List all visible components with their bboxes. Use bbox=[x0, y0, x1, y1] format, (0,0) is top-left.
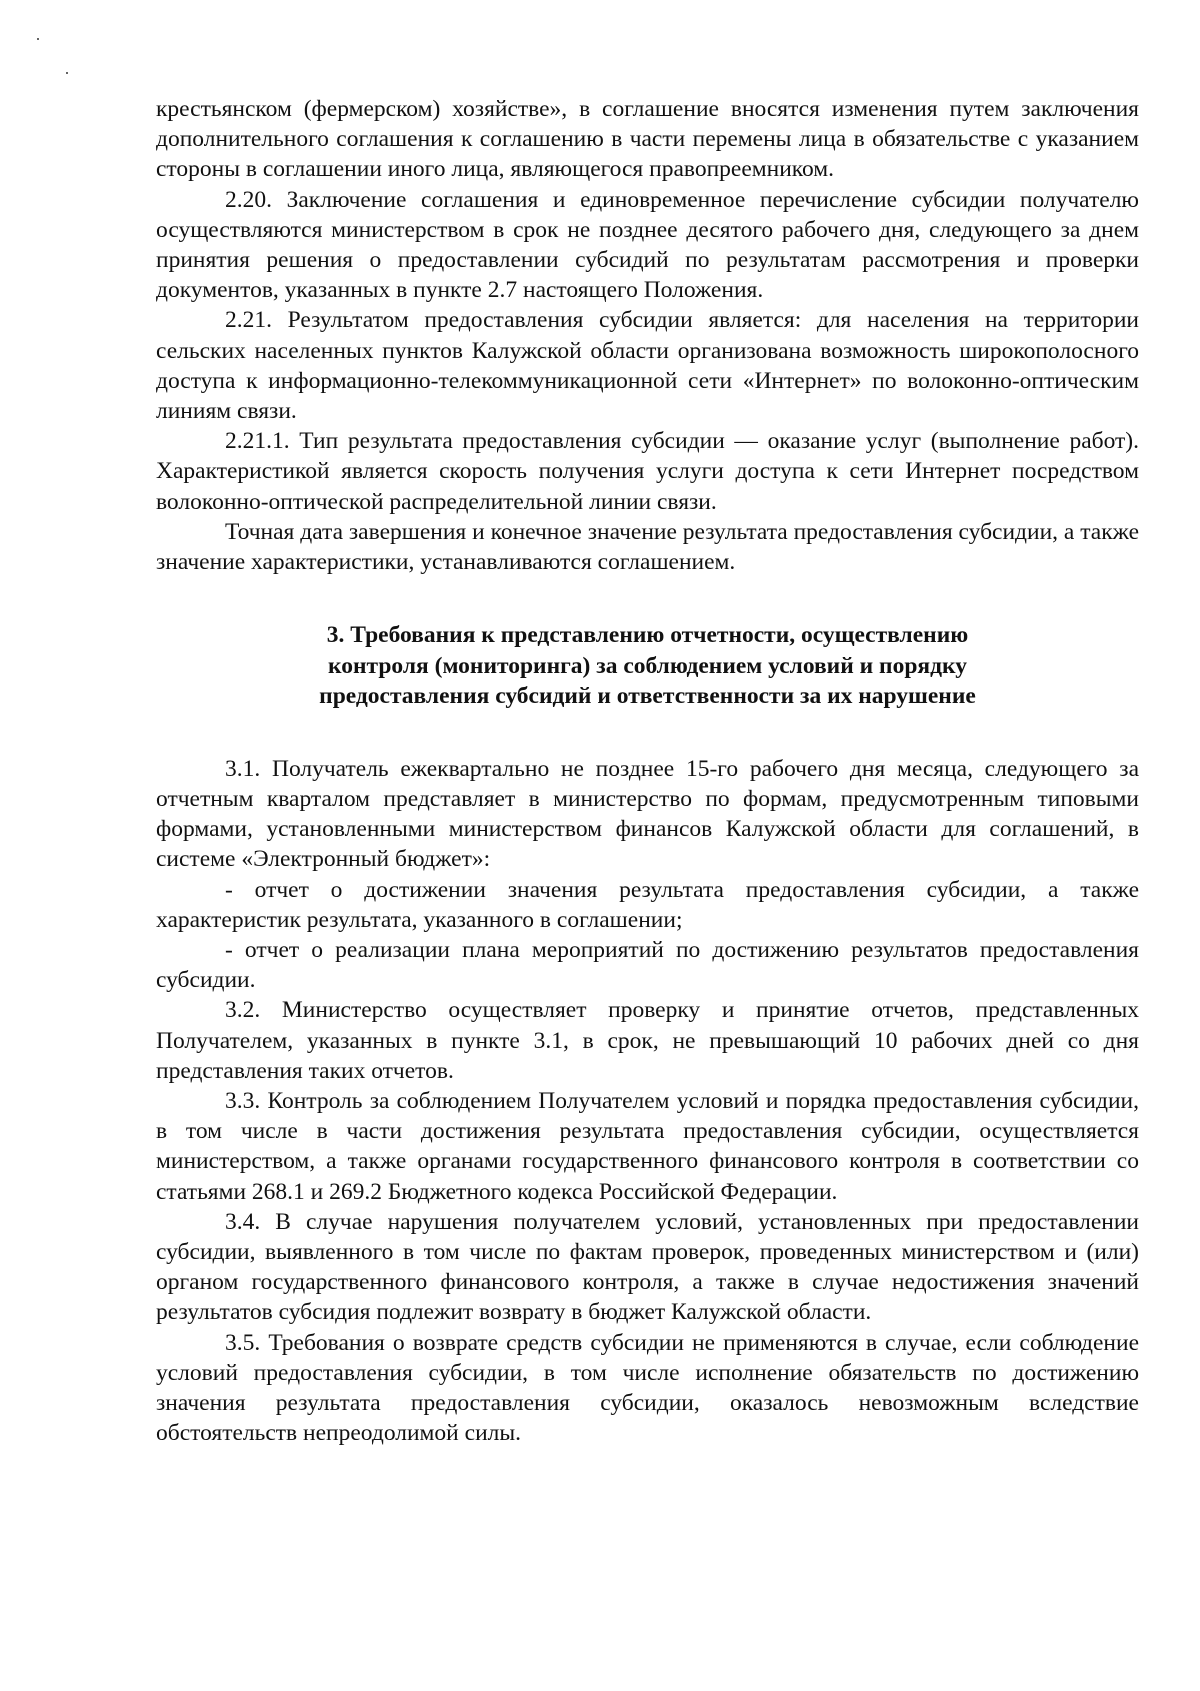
paragraph: 3.5. Требования о возврате средств субсидии не применяются в случае, если соблюдение условий предоставления субсидии, в том числе исполнение обязательств по достижению значения результата предоставления субсидии, оказалось невозможным вследствие обстоятельств непреодолимой силы. bbox=[156, 1329, 1139, 1447]
paragraph: 3.2. Министерство осуществляет проверку и принятие отчетов, представленных Получателем, указанных в пункте 3.1, в срок, не превышающий 10 рабочих дней со дня представления таких отчетов. bbox=[156, 997, 1139, 1084]
paragraph: - отчет о достижении значения результата предоставления субсидии, а также характеристик результата, указанного в соглашении; bbox=[156, 876, 1139, 933]
section-heading-line: 3. Требования к представлению отчетности, осуществлению bbox=[326, 622, 969, 649]
paragraph: Точная дата завершения и конечное значение результата предоставления субсидии, а также значение характеристики, устанавливаются соглашением. bbox=[156, 518, 1139, 576]
paragraph: 2.20. Заключение соглашения и единовременное перечисление субсидии получателю осуществляются министерством в срок не позднее десятого рабочего дня, следующего за днем принятия решения о предоставлении субсидий по результатам рассмотрения и проверки документов, указанных в пункте 2.7 настоящего Положения. bbox=[156, 186, 1139, 304]
paragraph: - отчет о реализации плана мероприятий по достижению результатов предоставления субсидии. bbox=[156, 936, 1139, 994]
section-heading bbox=[156, 620, 1139, 712]
section-heading-line: предоставления субсидий и ответственности за их нарушение bbox=[319, 683, 976, 710]
document-page bbox=[156, 94, 1139, 1448]
paragraphs-before bbox=[156, 94, 1139, 577]
paragraph: 2.21. Результатом предоставления субсидии является: для населения на территории сельских населенных пунктов Калужской области организована возможность широкополосного доступа к информационно-телекоммуникационной сети «Интернет» по волоконно-оптическим линиям связи. bbox=[156, 307, 1139, 425]
section-heading-line: контроля (мониторинга) за соблюдением условий и порядку bbox=[328, 652, 967, 679]
scan-speck bbox=[37, 38, 39, 40]
paragraph: 3.4. В случае нарушения получателем условий, установленных при предоставлении субсидии, выявленного в том числе по фактам проверок, проведенных министерством и (или) органом государственного финансового контроля, а также в случае недостижения значений результатов субсидия подлежит возврату в бюджет Калужской области. bbox=[156, 1208, 1139, 1326]
scan-speck bbox=[66, 72, 68, 74]
paragraphs-after bbox=[156, 754, 1139, 1449]
paragraph: 3.3. Контроль за соблюдением Получателем условий и порядка предоставления субсидии, в том числе в части достижения результата предоставления субсидии, осуществляется министерством, а также органами государственного финансового контроля в соответствии со статьями 268.1 и 269.2 Бюджетного кодекса Российской Федерации. bbox=[156, 1087, 1139, 1205]
paragraph: крестьянском (фермерском) хозяйстве», в соглашение вносятся изменения путем заключения дополнительного соглашения к соглашению в части перемены лица в обязательстве с указанием стороны в соглашении иного лица, являющегося правопреемником. bbox=[156, 96, 1139, 183]
paragraph: 2.21.1. Тип результата предоставления субсидии — оказание услуг (выполнение работ). Характеристикой является скорость получения услуги доступа к сети Интернет посредством волоконно-оптической распределительной линии связи. bbox=[156, 428, 1139, 515]
paragraph: 3.1. Получатель ежеквартально не позднее 15-го рабочего дня месяца, следующего за отчетным кварталом представляет в министерство по формам, предусмотренным типовыми формами, установленными министерством финансов Калужской области для соглашений, в системе «Электронный бюджет»: bbox=[156, 755, 1139, 873]
